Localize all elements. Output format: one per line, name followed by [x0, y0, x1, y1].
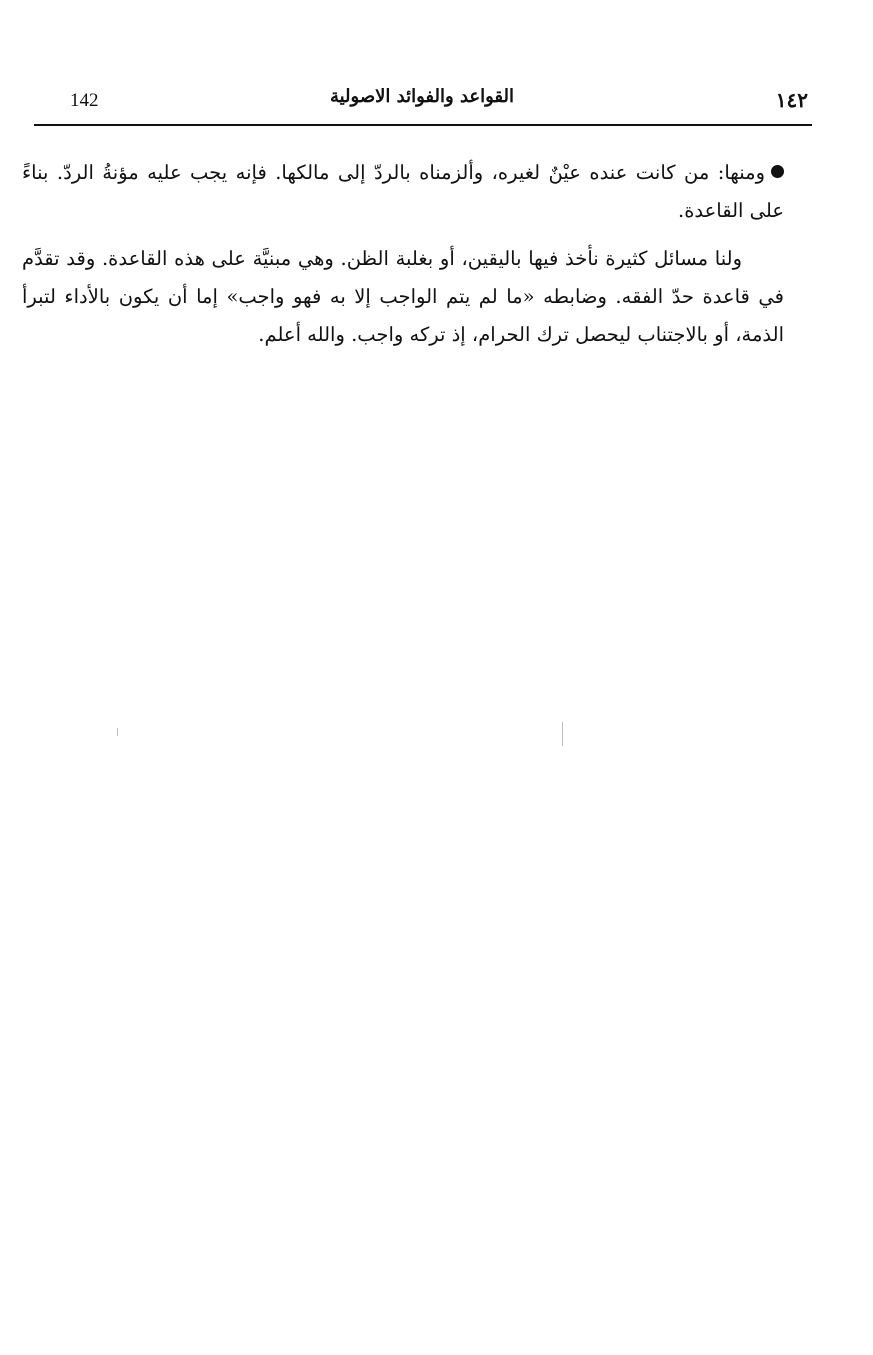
page-header [32, 84, 812, 120]
paragraph-1-text: ومنها: من كانت عنده عيْنٌ لغيره، وألزمناه بالردّ إلى مالكها. فإنه يجب عليه مؤنةُ الردّ. بناءً على القاعدة. [22, 161, 784, 222]
page-number-arabic: ١٤٢ [775, 88, 808, 112]
scan-speck [562, 722, 563, 746]
paragraph-2 [22, 240, 784, 354]
paragraph-2-text: ولنا مسائل كثيرة نأخذ فيها باليقين، أو بغلبة الظن. وهي مبنيَّة على هذه القاعدة. وقد تقدَّم في قاعدة حدّ الفقه. وضابطه «ما لم يتم الواجب إلا به فهو واجب» إما أن يكون بالأداء لتبرأ الذمة، أو بالاجتناب ليحصل ترك الحرام، إذ تركه واجب. والله أعلم. [22, 247, 784, 346]
bullet-icon [771, 165, 784, 178]
header-rule [34, 124, 812, 126]
running-title: القواعد والفوائد الاصولية [329, 86, 515, 107]
page-number-latin: 142 [70, 90, 99, 111]
page-body [22, 154, 784, 364]
scan-speck [117, 728, 118, 736]
paragraph-1 [22, 154, 784, 230]
